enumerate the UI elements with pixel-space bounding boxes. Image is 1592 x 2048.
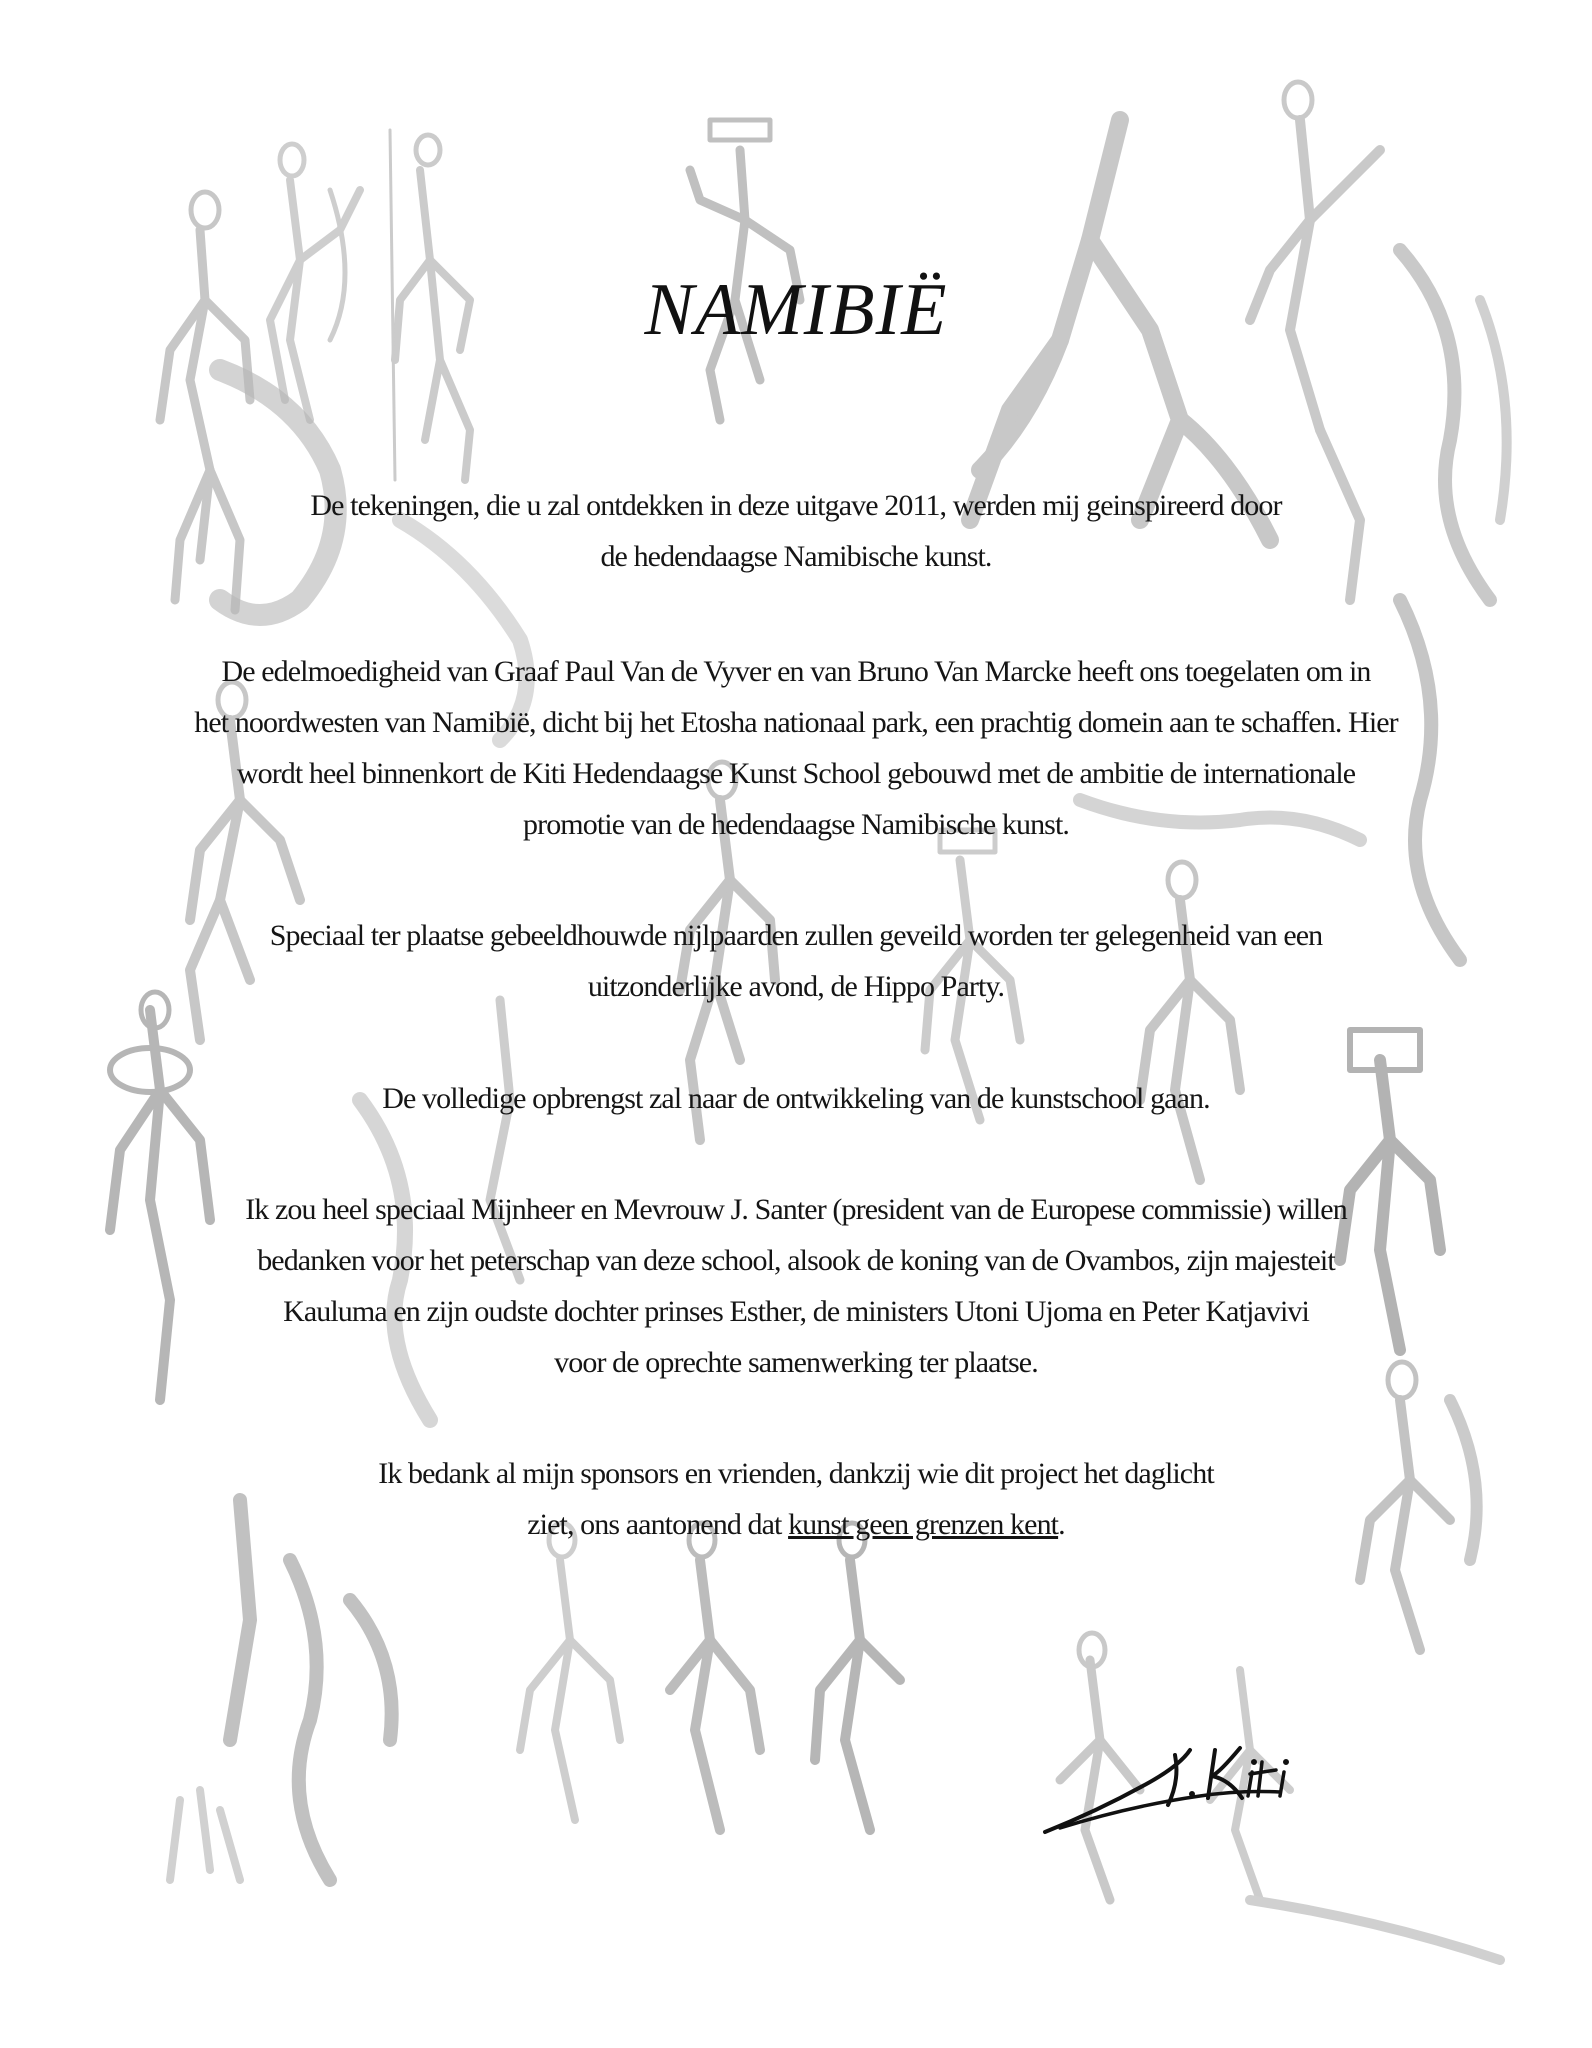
paragraph-proceeds xyxy=(150,1073,1442,1124)
paragraph-thanks-sponsors xyxy=(150,1448,1442,1550)
paragraph-thanks-patrons xyxy=(150,1184,1442,1388)
text-line: De volledige opbrengst zal naar de ontwikkeling van de kunstschool gaan. xyxy=(382,1082,1210,1115)
text-fragment: . xyxy=(1058,1508,1065,1541)
text-line: uitzonderlijke avond, de Hippo Party. xyxy=(587,970,1005,1003)
text-line: De tekeningen, die u zal ontdekken in deze uitgave 2011, werden mij geinspireerd door xyxy=(310,489,1282,522)
text-line: wordt heel binnenkort de Kiti Hedendaagse Kunst School gebouwd met de ambitie de internationale xyxy=(236,757,1356,790)
underlined-phrase: kunst geen grenzen kent xyxy=(788,1508,1059,1541)
text-line: De edelmoedigheid van Graaf Paul Van de Vyver en van Bruno Van Marcke heeft ons toegelaten om in xyxy=(221,655,1371,688)
text-line xyxy=(150,1499,1442,1550)
text-line: voor de oprechte samenwerking ter plaatse. xyxy=(554,1346,1038,1379)
text-line: promotie van de hedendaagse Namibische kunst. xyxy=(523,808,1069,841)
text-line: Ik bedank al mijn sponsors en vrienden, dankzij wie dit project het daglicht xyxy=(378,1457,1214,1490)
paragraph-domain xyxy=(150,646,1442,850)
paragraph-hippo-party xyxy=(150,910,1442,1012)
text-line: het noordwesten van Namibië, dicht bij het Etosha nationaal park, een prachtig domein aan te schaffen. Hier xyxy=(194,706,1398,739)
page-title: NAMIBIË xyxy=(644,269,948,351)
text-line: Kauluma en zijn oudste dochter prinses Esther, de ministers Utoni Ujoma en Peter Katjavivi xyxy=(283,1295,1309,1328)
handwritten-signature xyxy=(1040,1710,1340,1840)
text-line: bedanken voor het peterschap van deze school, alsook de koning van de Ovambos, zijn majesteit xyxy=(257,1244,1335,1277)
text-fragment: ziet, ons aantonend dat xyxy=(527,1508,789,1541)
text-line: Speciaal ter plaatse gebeeldhouwde nijlpaarden zullen geveild worden ter gelegenheid van een xyxy=(269,919,1323,952)
text-line: de hedendaagse Namibische kunst. xyxy=(600,540,992,573)
paragraph-inspiration xyxy=(150,480,1442,582)
text-line: Ik zou heel speciaal Mijnheer en Mevrouw J. Santer (president van de Europese commissie) willen xyxy=(245,1193,1347,1226)
